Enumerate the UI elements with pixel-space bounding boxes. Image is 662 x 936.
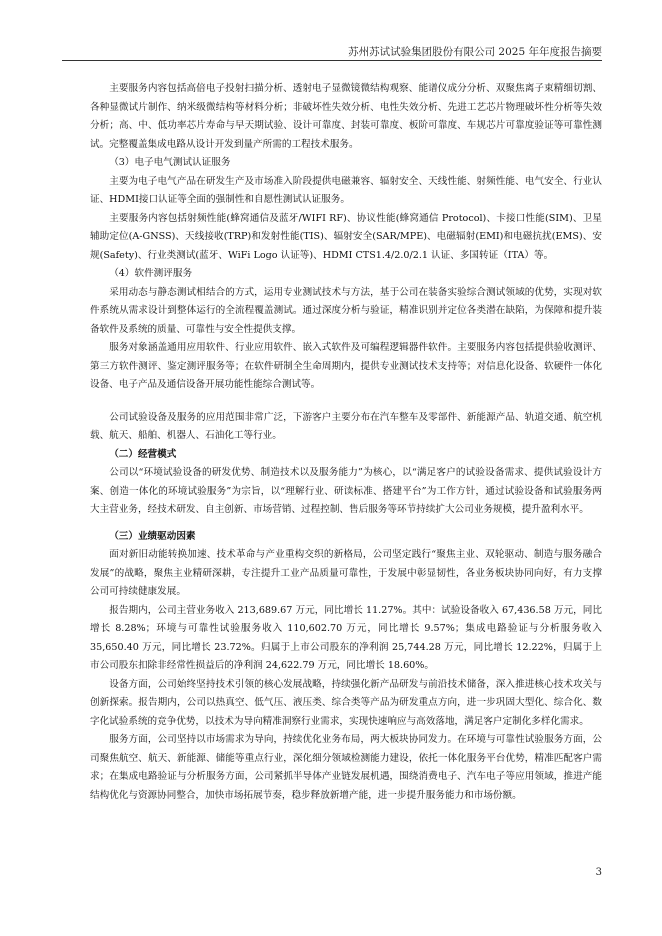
page-number: 3 [595,867,602,878]
spacer [90,520,602,528]
report-body [90,80,602,805]
paragraph-services: 服务方面，公司坚持以市场需求为导向，持续优化业务布局，两大板块协同发力。在环境与可靠性试验服务方面，公司聚焦航空、航天、新能源、储能等重点行业，深化细分领域检测能力建设，依托一体化服务平台优势，精准匹配客户需求；在集成电路验证与分析服务方面，公司紧抓半导体产业链发展机遇，围绕消费电子、汽车电子等应用领域，推进产能结构优化与资源协同整合，加快市场拓展节奏，稳步释放新增产能，进一步提升服务能力和市场份额。 [90,734,602,801]
header-divider [62,60,602,61]
paragraph-electrical-testing-scope: 主要为电子电气产品在研发生产及市场准入阶段提供电磁兼容、辐射安全、天线性能、射频性能、电气安全、行业认证、HDMI接口认证等全面的强制性和自愿性测试认证服务。 [90,175,602,205]
paragraph-software-testing-objects: 服务对象涵盖通用应用软件、行业应用软件、嵌入式软件及可编程逻辑器件软件。主要服务内容包括提供验收测评、第三方软件测评、鉴定测评服务等；在软件研制全生命周期内，提供专业测试技术支持等；对信息化设备、软硬件一体化设备、电子产品及通信设备开展功能性能综合测试等。 [90,342,602,390]
subheading-software-testing: （4）软件测评服务 [109,268,193,279]
paragraph-equipment: 设备方面，公司始终坚持技术引领的核心发展战略，持续强化新产品研发与前沿技术储备，深入推进核心技术攻关与创新探索。报告期内，公司以热真空、低气压、液压类、综合类等产品为研发重点方向，进一步巩固大型化、综合化、数字化试验系统的竞争优势，以技术为导向精准洞察行业需求，实现快速响应与高效落地，满足客户定制化多样化需求。 [90,678,602,727]
paragraph-electrical-testing-content: 主要服务内容包括射频性能(蜂窝通信及蓝牙/WIFI RF)、协议性能(蜂窝通信 Protocol)、卡接口性能(SIM)、卫星辅助定位(A-GNSS)、天线接收(TRP)和发射性能(TIS)、辐射安全(SAR/MPE)、电磁辐射(EMI)和电磁抗扰(EMS)、安规(Safety)、行业类测试(蓝牙、WiFi Logo 认证等)、HDMI CTS1.4/2.0/2.1 认证、多国转证（ITA）等。 [90,212,602,261]
paragraph-financials: 报告期内，公司主营业务收入 213,689.67 万元，同比增长 11.27%。其中：试验设备收入 67,436.58 万元，同比增长 8.28%；环境与可靠性试验服务收入 110,602.70 万元，同比增长 9.57%；集成电路验证与分析服务收入 35,650.40 万元，同比增长 23.72%。归属于上市公司股东的净利润 25,744.28 万元，同比增长 12.22%，归属于上市公司股东扣除非经常性损益后的净利润 24,622.79 万元，同比增长 18.60%。 [90,604,602,671]
paragraph-business-model: 公司以“环境试验设备的研发优势、制造技术以及服务能力”为核心，以“满足客户的试验设备需求、提供试验设计方案、创造一体化的环境试验服务”为宗旨，以“理解行业、研读标准、搭建平台”为工作方针，通过试验设备和试验服务两大主营业务，经技术研发、自主创新、市场营销、过程控制、售后服务等环节持续扩大公司业务规模，提升盈利水平。 [90,467,602,515]
paragraph-strategy: 面对新旧动能转换加速、技术革命与产业重构交织的新格局，公司坚定践行“聚焦主业、双轮驱动、制造与服务融合发展”的战略，聚焦主业精研深耕，专注提升工业产品质量可靠性，于发展中彰显韧性，各业务板块协同向好，有力支撑公司可持续健康发展。 [90,549,602,597]
section-heading-business-model: （二）经营模式 [109,448,177,460]
paragraph-ic-analysis: 主要服务内容包括高倍电子投射扫描分析、透射电子显微镜微结构观察、能谱仪成分分析、双聚焦离子束精细切割、各种显微试片制作、纳米级微结构等材料分析；非破坏性失效分析、电性失效分析、先进工艺芯片物理破坏性分析等失效分析；高、中、低功率芯片寿命与早天期试验、设计可靠度、封装可靠度、板阶可靠度、车规芯片可靠度验证等可靠性测试。完整覆盖集成电路从设计开发到量产所需的工程技术服务。 [90,83,602,150]
spacer [90,395,602,409]
paragraph-software-testing-method: 采用动态与静态测试相结合的方式，运用专业测试技术与方法，基于公司在装备实验综合测试领域的优势，实现对软件系统从需求设计到整体运行的全流程覆盖测试。通过深度分析与验证，精准识别并定位各类潜在缺陷，为保障和提升装备软件及系统的质量、可靠性与安全性提供支撑。 [90,286,602,335]
paragraph-application-range: 公司试验设备及服务的应用范围非常广泛，下游客户主要分布在汽车整车及零部件、新能源产品、轨道交通、航空机载、航天、船舶、机器人、石油化工等行业。 [90,411,602,441]
subheading-electrical-testing: （3）电子电气测试认证服务 [109,157,231,168]
section-heading-performance-drivers: （三）业绩驱动因素 [109,530,196,542]
report-header-title: 苏州苏试试验集团股份有限公司 2025 年年度报告摘要 [348,46,602,58]
